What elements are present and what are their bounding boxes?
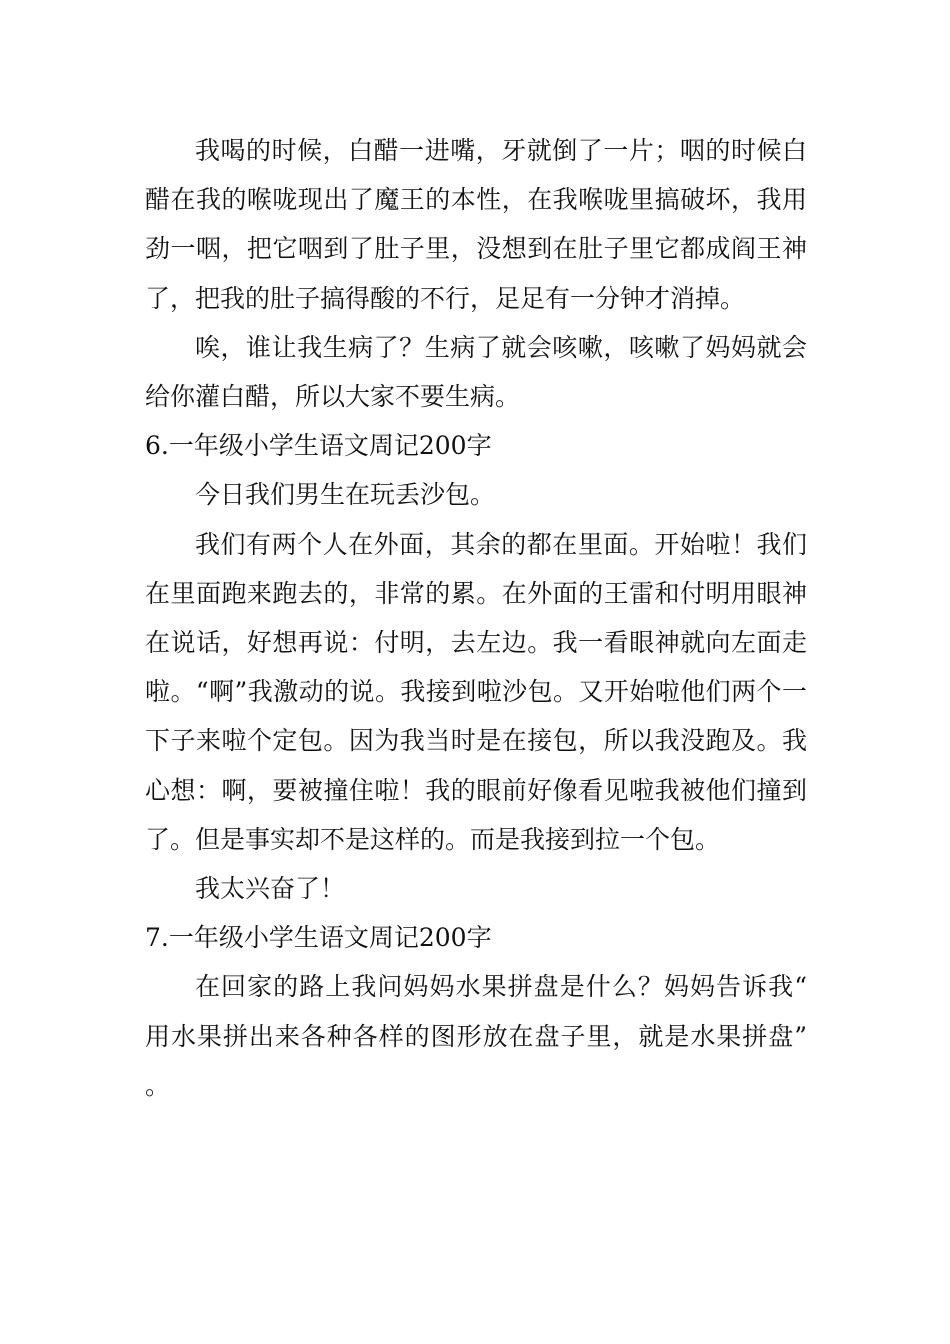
paragraph-sandbag-intro: 今日我们男生在玩丢沙包。 bbox=[195, 480, 496, 510]
paragraph-white-vinegar: 我喝的时候，白醋一进嘴，牙就倒了一片；咽的时候白醋在我的喉咙现出了魔王的本性，在我喉咙里搞破坏，我用劲一咽，把它咽到了肚子里，没想到在肚子里它都成阎王神了，把我的肚子搞得酸的不行，足足有一分钟才消掉。 bbox=[145, 136, 807, 313]
section-heading-7: 7.一年级小学生语文周记200字 bbox=[145, 923, 492, 953]
paragraph-fruit-platter: 在回家的路上我问妈妈水果拼盘是什么？妈妈告诉我“用水果拼出来各种各样的图形放在盘子里，就是水果拼盘”。 bbox=[145, 972, 807, 1100]
paragraph-dont-get-sick: 唉，谁让我生病了？生病了就会咳嗽，咳嗽了妈妈就会给你灌白醋，所以大家不要生病。 bbox=[145, 332, 807, 412]
document-body bbox=[145, 126, 807, 1110]
paragraph-sandbag-game: 我们有两个人在外面，其余的都在里面。开始啦！我们在里面跑来跑去的，非常的累。在外面的王雷和付明用眼神在说话，好想再说：付明，去左边。我一看眼神就向左面走啦。“啊”我激动的说。我接到啦沙包。又开始啦他们两个一下子来啦个定包。因为我当时是在接包，所以我没跑及。我心想：啊，要被撞住啦！我的眼前好像看见啦我被他们撞到了。但是事实却不是这样的。而是我接到拉一个包。 bbox=[145, 529, 807, 854]
paragraph-excited: 我太兴奋了！ bbox=[195, 874, 346, 904]
section-heading-6: 6.一年级小学生语文周记200字 bbox=[145, 431, 492, 461]
